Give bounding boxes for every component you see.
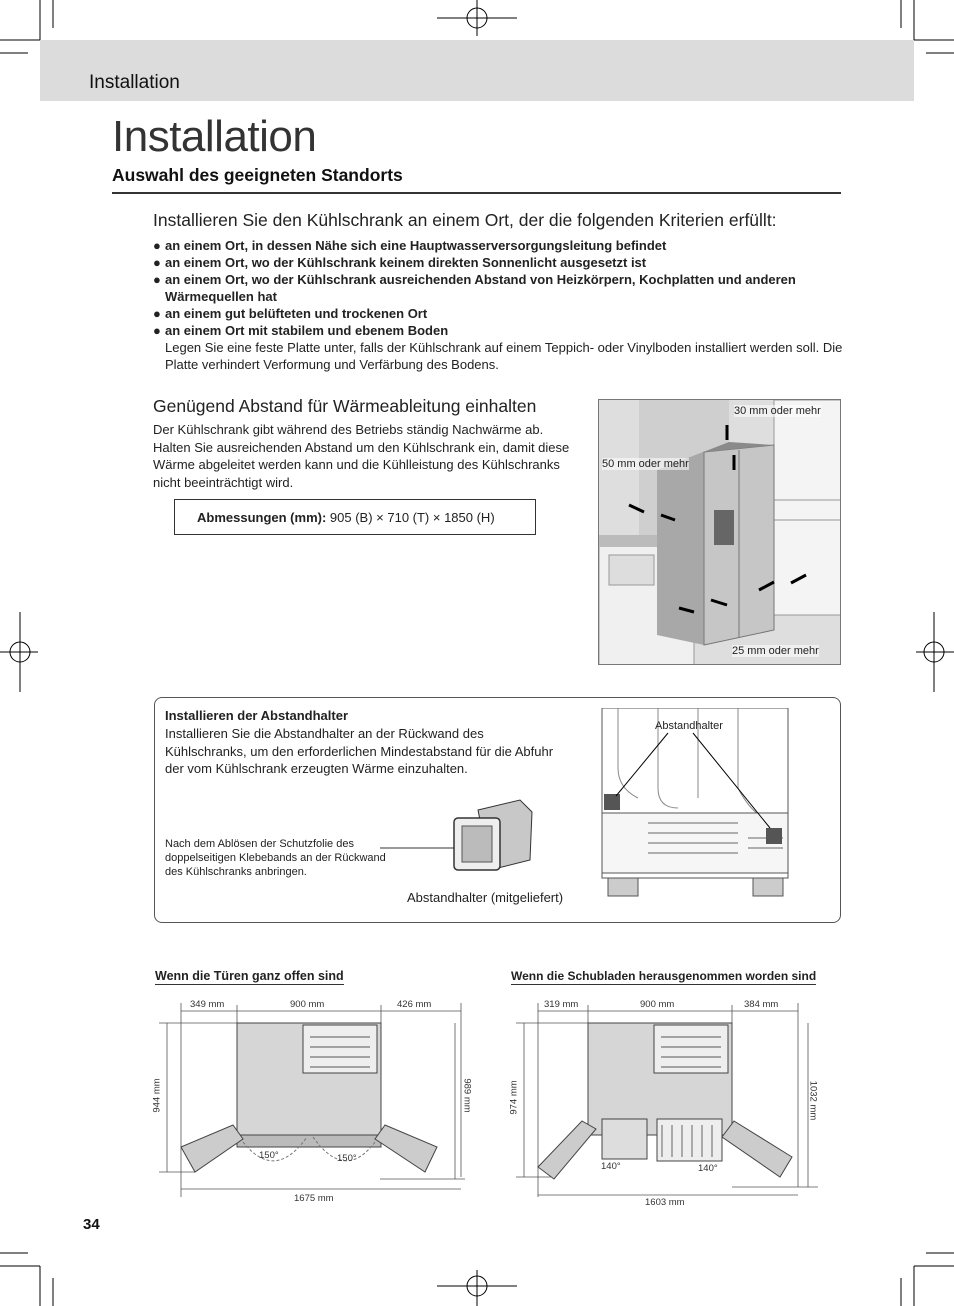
plan2-angle-right: 140° <box>698 1163 718 1174</box>
heat-section-text: Der Kühlschrank gibt während des Betriebs ständig Nachwärme ab. Halten Sie ausreichenden Abstand um den Kühlschrank ein, damit diese Wärme abgeleitet werden kann und die Kühlleistung des Kühlschranks nicht beeinträchtigt wird. <box>153 422 570 490</box>
section-intro: Installieren Sie den Kühlschrank an einem Ort, der die folgenden Kriterien erfüllt: <box>153 210 777 230</box>
bullet-dot: ● <box>153 323 161 338</box>
spacer-part-drawing <box>380 790 540 890</box>
spacer-text: Installieren Sie die Abstandhalter an der Rückwand des Kühlschranks, um den erforderlichen Mindestabstand für die Abfuhr der vom Kühlschrank erzeugten Wärme einzuhalten. <box>165 726 554 776</box>
spacer-caption: Abstandhalter (mitgeliefert) <box>407 890 564 905</box>
plan-drawers-out-title: Wenn die Schubladen herausgenommen worden sind <box>511 969 817 983</box>
dimensions-box <box>174 499 536 535</box>
floor-note: Legen Sie eine feste Platte unter, falls der Kühlschrank auf einem Teppich- oder Vinylboden installiert werden soll. Die Platte verhindert Verformung und Verfärbung des Bodens. <box>165 340 843 372</box>
plan1-top-mid-dim: 900 mm <box>290 999 325 1010</box>
plan1-left-dim: 944 mm <box>151 1078 163 1113</box>
list-item: ● an einem gut belüfteten und trockenen Ort <box>153 306 428 321</box>
plan2-angle-left: 140° <box>601 1161 621 1172</box>
spacer-note: Nach dem Ablösen der Schutzfolie des doppelseitigen Klebebands an der Rückwand des Kühlschranks anbringen. <box>165 838 386 878</box>
plan1-bottom-dim: 1675 mm <box>294 1193 334 1204</box>
bullet-dot: ● <box>153 238 161 253</box>
page-title: Installation <box>112 112 317 161</box>
list-item: ● an einem Ort, wo der Kühlschrank ausreichenden Abstand von Heizkörpern, Kochplatten und anderen Wärmequellen hat <box>153 272 796 304</box>
plan1-right-dim: 989 mm <box>461 1078 473 1113</box>
plan1-top-right-dim: 426 mm <box>397 999 432 1010</box>
plan-open-doors-title: Wenn die Türen ganz offen sind <box>155 969 344 983</box>
plan2-right-dim: 1032 mm <box>807 1080 819 1121</box>
bullet-dot: ● <box>153 255 161 270</box>
clearance-bottom-label: 25 mm oder mehr <box>732 645 819 657</box>
clearance-scene <box>599 400 841 665</box>
dimensions-label: Abmessungen (mm): <box>197 509 327 525</box>
plan-drawers-out-drawing <box>512 997 832 1202</box>
plan2-top-mid-dim: 900 mm <box>640 999 675 1010</box>
plan1-top-left-dim: 349 mm <box>190 999 225 1010</box>
plan2-bottom-dim: 1603 mm <box>645 1197 685 1208</box>
bullet-dot: ● <box>153 272 161 287</box>
plan2-top-right-dim: 384 mm <box>744 999 779 1010</box>
section-divider <box>112 192 841 194</box>
fridge-back-drawing <box>598 708 790 913</box>
plan2-left-dim: 974 mm <box>508 1080 520 1115</box>
spacer-title: Installieren der Abstandhalter <box>165 708 349 723</box>
list-item: ● an einem Ort mit stabilem und ebenem Boden <box>153 323 449 338</box>
list-item: ● an einem Ort, in dessen Nähe sich eine Hauptwasserversorgungsleitung befindet <box>153 238 667 253</box>
list-item: ● an einem Ort, wo der Kühlschrank keinem direkten Sonnenlicht ausgesetzt ist <box>153 255 647 270</box>
clearance-side-label: 50 mm oder mehr <box>602 458 689 470</box>
page-number: 34 <box>83 1216 100 1233</box>
section-title: Auswahl des geeigneten Standorts <box>112 165 403 185</box>
clearance-illustration <box>598 399 841 665</box>
plan1-angle-left: 150° <box>259 1150 279 1161</box>
clearance-top-label: 30 mm oder mehr <box>734 405 821 417</box>
spacer-callout: Abstandhalter <box>655 720 723 732</box>
plan-open-doors-drawing <box>155 997 475 1197</box>
header-section-label: Installation <box>89 72 180 93</box>
dimensions-value: 905 (B) × 710 (T) × 1850 (H) <box>326 509 495 525</box>
criteria-list <box>153 237 843 373</box>
plan1-angle-right: 150° <box>337 1153 357 1164</box>
bullet-dot: ● <box>153 306 161 321</box>
plan2-top-left-dim: 319 mm <box>544 999 579 1010</box>
heat-section-title: Genügend Abstand für Wärmeableitung einhalten <box>153 396 537 416</box>
